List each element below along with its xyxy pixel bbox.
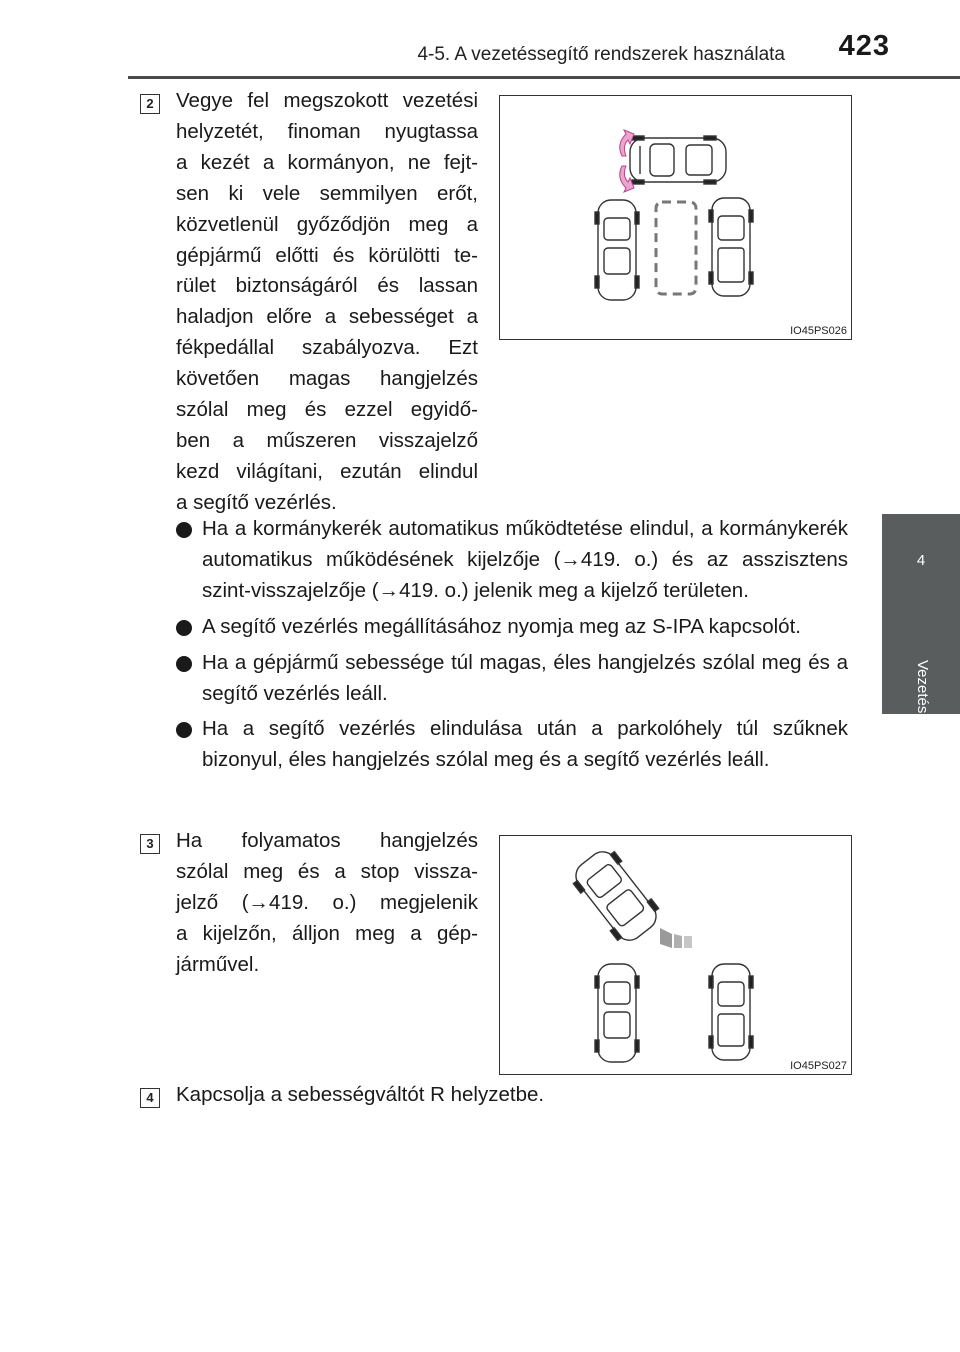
step-2-line: a segítő vezérlés. xyxy=(176,490,337,514)
parked-car-right-icon xyxy=(709,964,753,1060)
parked-car-left-icon xyxy=(595,964,639,1062)
motion-indicator-icon xyxy=(660,928,692,948)
step-badge-4: 4 xyxy=(140,1088,160,1108)
step-badge-2: 2 xyxy=(140,94,160,114)
angled-car-icon xyxy=(567,844,665,949)
step-2-line: helyzetét, finoman nyugtassa xyxy=(176,119,478,143)
step-3-text xyxy=(176,826,478,981)
moving-car-icon xyxy=(630,136,726,184)
header-divider xyxy=(128,76,960,79)
step-2-line: kezd világítani, ezután elindul xyxy=(176,459,478,483)
step-2-line: ben a műszeren visszajelző xyxy=(176,428,478,452)
info-bullet-list xyxy=(176,514,848,781)
list-item xyxy=(176,714,848,776)
step-2-line: szólal meg és ezzel egyidő- xyxy=(176,398,478,422)
chapter-label: Vezetés xyxy=(914,660,931,714)
bullet-text: Ha a kormánykerék automatikus működtetése elindul, a kormánykerék automatikus működésének kijelzője (→419. o.) és az asszisztens szint-visszajelzője (→419. o.) jelenik meg a kijelző területen. xyxy=(202,517,848,602)
step-2-line: Vegye fel megszokott vezetési xyxy=(176,89,478,112)
bullet-dot-icon xyxy=(176,722,192,738)
parking-diagram-2 xyxy=(500,836,850,1073)
step-3-line: szólal meg és a stop vissza- xyxy=(176,859,478,883)
step-2-line: követően magas hangjelzés xyxy=(176,367,478,391)
list-item xyxy=(176,514,848,607)
step-2-line: a kezét a kormányon, ne fejt- xyxy=(176,150,478,174)
figure-id: IO45PS027 xyxy=(790,1060,847,1072)
bullet-dot-icon xyxy=(176,522,192,538)
step-3-line: járművel. xyxy=(176,952,260,976)
step-2-line: haladjon előre a sebességet a xyxy=(176,305,478,329)
chapter-number: 4 xyxy=(916,552,926,569)
bullet-text: Ha a segítő vezérlés elindulása után a parkolóhely túl szűknek bizonyul, éles hangjelzés szólal meg és a segítő vezérlés leáll. xyxy=(202,717,848,772)
step-2-line: sen ki vele semmilyen erőt, xyxy=(176,181,478,205)
step-2-text xyxy=(176,86,478,519)
parking-figure-1 xyxy=(499,95,852,340)
step-3-line: a kijelzőn, álljon meg a gép- xyxy=(176,921,478,945)
step-3-line: Ha folyamatos hangjelzés xyxy=(176,829,478,852)
step-2-line: közvetlenül győződjön meg a xyxy=(176,212,478,236)
parking-diagram-1 xyxy=(500,96,850,338)
bullet-text: Ha a gépjármű sebessége túl magas, éles hangjelzés szólal meg és a segítő vezérlés leáll. xyxy=(202,650,848,705)
parked-car-left-icon xyxy=(595,200,639,300)
list-item xyxy=(176,648,848,710)
chapter-side-tab xyxy=(882,514,960,714)
bullet-dot-icon xyxy=(176,656,192,672)
step-3-line: jelző (→419. o.) megjelenik xyxy=(176,890,478,914)
step-badge-3: 3 xyxy=(140,834,160,854)
step-2-line: rület biztonságáról és lassan xyxy=(176,274,478,298)
running-header-title: 4-5. A vezetéssegítő rendszerek használata xyxy=(417,44,785,65)
step-4-text: Kapcsolja a sebességváltót R helyzetbe. xyxy=(176,1083,545,1106)
figure-id: IO45PS026 xyxy=(790,325,847,337)
page-number: 423 xyxy=(838,30,890,62)
list-item xyxy=(176,612,848,643)
bullet-dot-icon xyxy=(176,620,192,636)
parking-figure-2 xyxy=(499,835,852,1075)
target-parking-space xyxy=(656,202,696,294)
step-2-line: gépjármű előtti és körülötti te- xyxy=(176,243,478,267)
parked-car-right-icon xyxy=(709,198,753,296)
step-2-line: fékpedállal szabályozva. Ezt xyxy=(176,336,478,360)
bullet-text: A segítő vezérlés megállításához nyomja meg az S-IPA kapcsolót. xyxy=(202,614,801,638)
